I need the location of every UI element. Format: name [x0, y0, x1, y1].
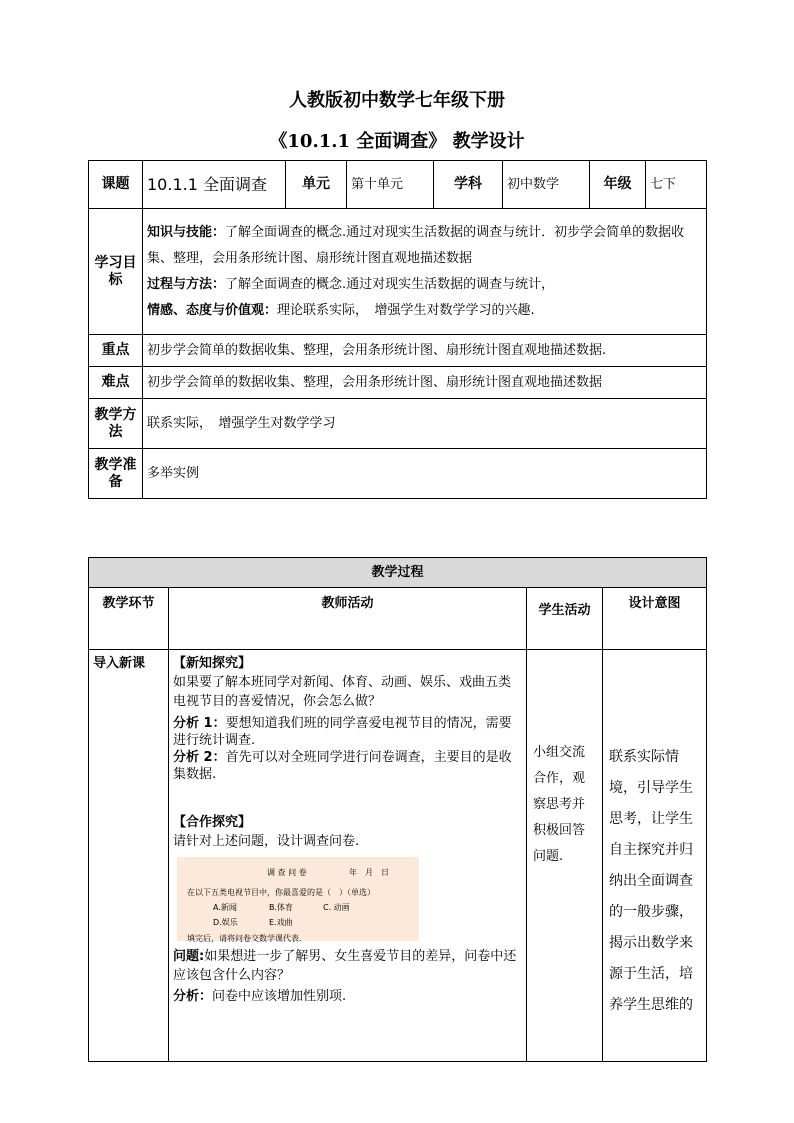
survey-opt-b: B.体育 — [269, 903, 294, 912]
analysis-1: 分析 1：要想知道我们班的同学喜爱电视节目的情况，需要进行统计调查. — [173, 716, 512, 748]
col-stage: 教学环节 — [89, 588, 169, 650]
prep-label: 教学准备 — [89, 449, 143, 499]
course-value: 10.1.1 全面调查 — [143, 161, 286, 209]
process-header: 教学过程 — [89, 558, 707, 588]
subject-value: 初中数学 — [503, 161, 590, 209]
key-text: 初步学会简单的数据收集、整理，会用条形统计图、扇形统计图直观地描述数据. — [143, 335, 707, 367]
stage-name: 导入新课 — [89, 650, 169, 1062]
unit-value: 第十单元 — [347, 161, 434, 209]
question: 问题:如果想进一步了解男、女生喜爱节目的差异，问卷中还应该包含什么内容？ — [173, 949, 517, 983]
survey-opt-e: E.戏曲 — [269, 918, 293, 927]
col-teacher: 教师活动 — [169, 588, 527, 650]
method-label: 教学方法 — [89, 399, 143, 449]
unit-label: 单元 — [286, 161, 347, 209]
col-student: 学生活动 — [527, 588, 603, 650]
sec2-text: 请针对上述问题，设计调查问卷. — [173, 834, 360, 849]
sec2-title: 【合作探究】 — [173, 815, 252, 830]
goal-knowledge: 知识与技能：了解全面调查的概念.通过对现实生活数据的调查与统计．初步学会简单的数据收集、整理，会用条形统计图、扇形统计图直观地描述数据 — [147, 224, 685, 266]
doc-title: 人教版初中数学七年级下册 — [289, 90, 505, 111]
grade-label: 年级 — [590, 161, 646, 209]
survey-image — [177, 857, 419, 941]
survey-title: 调 查 问 卷 — [267, 868, 307, 877]
goals-label: 学习目标 — [89, 209, 143, 335]
sec1-title: 【新知探究】 — [173, 656, 252, 671]
survey-date: 年 月 日 — [349, 868, 389, 877]
survey-opt-a: A.新闻 — [213, 903, 237, 912]
goal-process: 过程与方法：了解全面调查的概念.通过对现实生活数据的调查与统计， — [147, 276, 555, 292]
key-label: 重点 — [89, 335, 143, 367]
analysis-2: 分析 2：首先可以对全班同学进行问卷调查，主要目的是收集数据. — [173, 750, 512, 782]
survey-opt-d: D.娱乐 — [213, 918, 238, 927]
teacher-activity — [169, 650, 527, 1062]
design-intent: 联系实际情境，引导学生思考，让学生自主探究并归纳出全面调查的一般步骤，揭示出数学来源于生活，培养学生思维的 — [603, 650, 707, 1062]
grade-value: 七下 — [646, 161, 707, 209]
diff-text: 初步学会简单的数据收集、整理，会用条形统计图、扇形统计图直观地描述数据 — [143, 367, 707, 399]
survey-question: 在以下五类电视节目中，你最喜爱的是（ ）（单选） — [187, 888, 375, 897]
process-table — [88, 557, 707, 1062]
survey-opt-c: C. 动画 — [323, 903, 350, 912]
subject-label: 学科 — [434, 161, 503, 209]
prep-text: 多举实例 — [143, 449, 707, 499]
sec1-text: 如果要了解本班同学对新闻、体育、动画、娱乐、戏曲五类电视节目的喜爱情况，你会怎么做？ — [173, 675, 512, 709]
method-text: 联系实际， 增强学生对数学学习 — [143, 399, 707, 449]
col-design: 设计意图 — [603, 588, 707, 650]
goal-attitude: 情感、态度与价值观：理论联系实际， 增强学生对数学学习的兴趣. — [147, 302, 535, 318]
doc-subtitle: 《10.1.1 全面调查》 教学设计 — [269, 131, 525, 152]
survey-footer: 填完后，请将问卷交数学课代表. — [187, 934, 302, 943]
analysis-3: 分析：问卷中应该增加性别项. — [173, 989, 347, 1004]
info-table — [88, 160, 707, 499]
student-activity: 小组交流合作，观察思考并积极回答问题. — [527, 650, 603, 1062]
diff-label: 难点 — [89, 367, 143, 399]
course-label: 课题 — [89, 161, 143, 209]
goals-cell — [143, 209, 707, 335]
